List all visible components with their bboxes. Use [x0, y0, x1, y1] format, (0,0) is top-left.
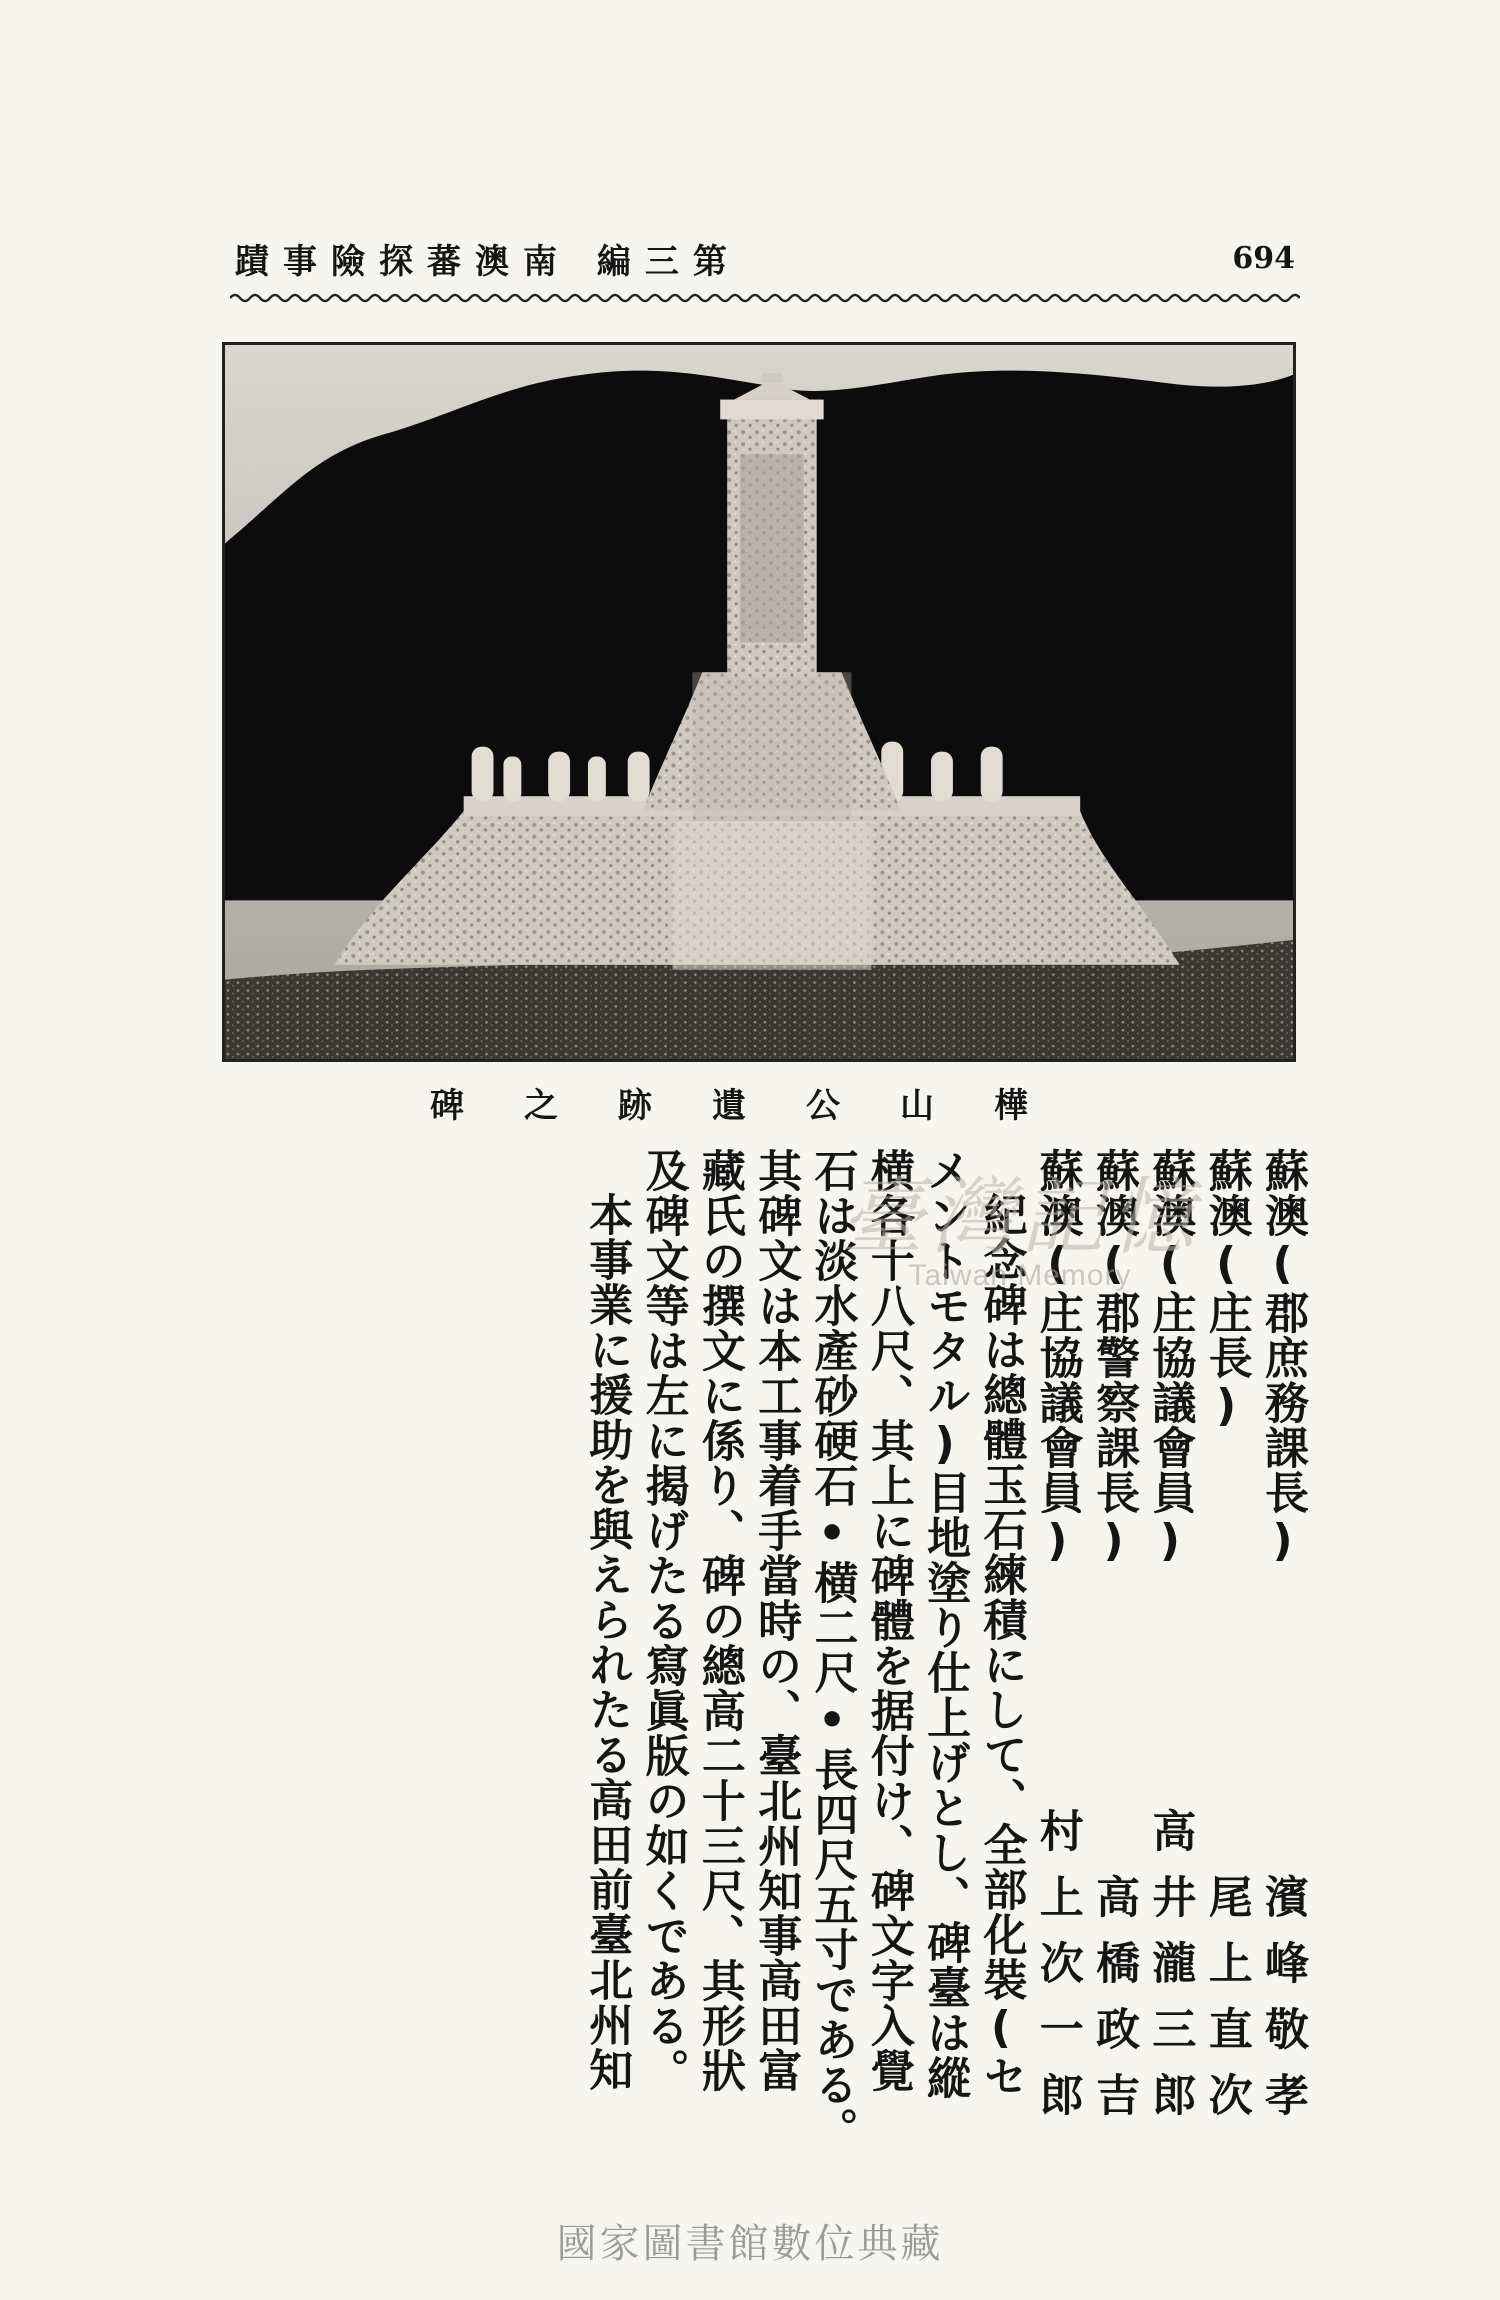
running-header — [235, 228, 1295, 288]
entry-title: 蘇澳(郡庶務課長) — [1257, 1148, 1308, 1567]
page-number: 694 — [1232, 240, 1295, 276]
photo-caption-text: 樺山公遺跡之碑 — [430, 1085, 1088, 1126]
header-wavy-rule — [230, 290, 1300, 306]
paragraph-line: 紀念碑は總體玉石練積にして、全部化裝(セ — [975, 1192, 1027, 2099]
photo-caption — [222, 1075, 1296, 1129]
entry-name: 濱峰敬孝 — [1257, 1874, 1308, 2138]
entry-name: 高井瀧三郎 — [1144, 1808, 1196, 2138]
list-item — [1028, 1148, 1084, 2138]
entry-title: 蘇澳(庄長) — [1200, 1148, 1252, 1432]
list-item — [1254, 1148, 1310, 2138]
entry-name: 尾上直次 — [1200, 1874, 1252, 2138]
entry-name: 村上次一郎 — [1031, 1808, 1083, 2138]
watermark-text: 臺灣記憶 — [839, 1168, 1200, 1266]
watermark-latin: Taiwan Memory — [908, 1259, 1132, 1292]
paragraph-line: 及碑文等は左に揭げたる寫眞版の如くである。 — [637, 1148, 689, 2093]
paragraph-line: 横各十八尺、其上に碑體を据付け、碑文字入覺 — [862, 1148, 914, 2093]
paragraph-line: 石は淡水產砂硬石•横二尺•長四尺五寸である。 — [806, 1148, 858, 2152]
footer — [0, 2210, 1500, 2270]
list-item — [1141, 1148, 1197, 2138]
entry-title: 蘇澳(郡警察課長) — [1088, 1148, 1140, 1567]
monument-photograph — [222, 342, 1296, 1062]
vertical-body-text — [210, 1148, 1310, 2152]
entry-title: 蘇澳(庄協議會員) — [1144, 1148, 1196, 1567]
entry-name: 高橋政吉 — [1088, 1874, 1140, 2138]
paragraph-line: 藏氏の撰文に係り、碑の總高二十三尺、其形狀 — [693, 1148, 745, 2093]
paragraph-line: 其碑文は本工事着手當時の、臺北州知事高田富 — [750, 1148, 802, 2093]
paragraph-line: メントモタル)目地塗り仕上げとし、碑臺は縱 — [919, 1148, 971, 2100]
list-item — [1085, 1148, 1141, 2138]
list-item — [1197, 1148, 1253, 2138]
header-title: 第三編 南澳蕃探險事蹟 — [235, 241, 741, 282]
footer-text: 國家圖書館數位典藏 — [556, 2220, 944, 2267]
entry-title: 蘇澳(庄協議會員) — [1031, 1148, 1083, 1567]
paragraph-line: 本事業に援助を與えられたる高田前臺北州知 — [581, 1192, 633, 2092]
